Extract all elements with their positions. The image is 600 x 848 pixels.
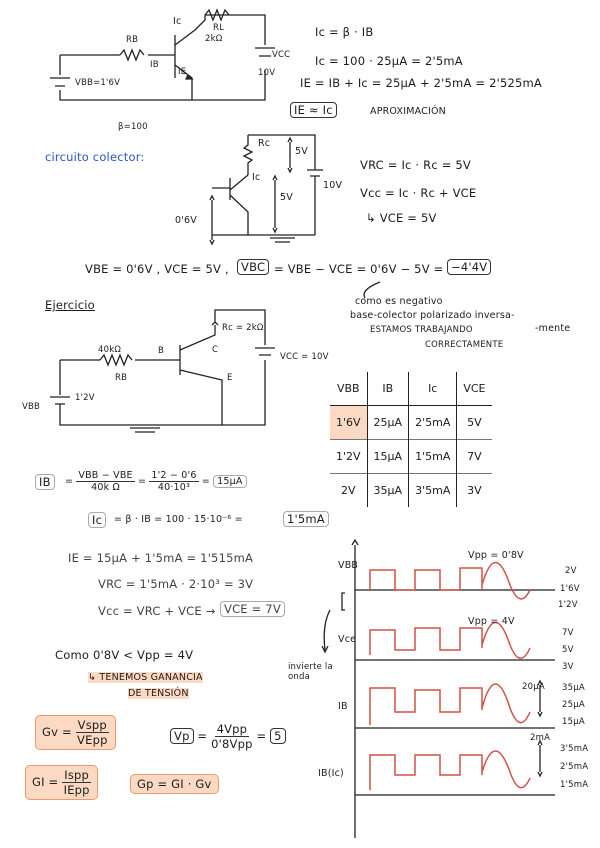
vp-formula: Vp = $\frac{\text{4Vpp}}{\text{0'8Vpp}}$ = 5	[170, 722, 286, 751]
cell: 2'5mA	[409, 406, 457, 440]
table-row	[330, 440, 492, 474]
eq2-line2: Vcc = Ic · Rc + VCE	[360, 186, 477, 200]
ic-result: 1'5mA	[283, 511, 329, 527]
vcc-label: VCC	[272, 50, 291, 60]
gi-label: GI =	[32, 775, 59, 789]
table-row	[330, 406, 492, 440]
approx-label: APROXIMACIÓN	[370, 106, 446, 117]
note-line2: base-colector polarizado inversa-	[350, 310, 515, 321]
vp-num: 4Vpp	[216, 722, 248, 736]
vin-label: 0'6V	[175, 215, 197, 226]
vp-result: 5	[270, 728, 286, 744]
rl-label: RL	[213, 23, 225, 33]
note-line4: ESTAMOS TRABAJANDO	[370, 325, 473, 335]
graph-vpp1: Vpp = 0'8V	[468, 550, 524, 561]
resistor-rb	[120, 50, 144, 60]
ib-tick-2: 15μA	[562, 717, 585, 727]
ib-den2: 40·10³	[157, 482, 191, 493]
conclusion-line1: Como 0'8V < Vpp = 4V	[55, 648, 194, 662]
gv-num: Vspp	[77, 718, 107, 732]
th-vbb: VBB	[330, 372, 367, 406]
vcc-colector-label: 10V	[323, 180, 343, 191]
vbb-value-2: 1'2V	[75, 393, 95, 403]
cell: 3V	[457, 474, 492, 508]
eq2-line3: ↳ VCE = 5V	[366, 211, 437, 225]
vbb-tick-0: 2V	[565, 566, 577, 576]
vbb-label-2: VBB	[22, 402, 41, 412]
vcc-value-2: VCC = 10V	[280, 352, 329, 362]
ib-label: IB	[150, 60, 159, 70]
cell: 2V	[330, 474, 367, 508]
th-ic: Ic	[409, 372, 457, 406]
beta-label: β=100	[118, 122, 148, 132]
cell: 15μA	[367, 440, 409, 474]
ie-line: IE = 15μA + 1'5mA = 1'515mA	[68, 551, 254, 565]
ic-tick-1: 2'5mA	[560, 762, 589, 772]
cell: 25μA	[367, 406, 409, 440]
resistor-rb2	[100, 355, 132, 365]
gv-den: VEpp	[77, 733, 108, 747]
ib-formula: = $\frac{\text{VBB − VBE}}{\text{40k Ω}}$ = $\frac{1'2 - 0'6}{\text{40·10³}}$ = 15μA	[65, 470, 247, 493]
graph-vce-label: Vce	[338, 634, 357, 645]
b-label: B	[158, 346, 165, 356]
ib-num: VBB − VBE	[78, 470, 133, 481]
cell: 1'6V	[330, 406, 367, 440]
ib-result: 15μA	[213, 475, 246, 488]
results-table	[330, 372, 492, 507]
ic-tick-2: 1'5mA	[560, 780, 589, 790]
cell: 5V	[457, 406, 492, 440]
c-label: C	[212, 345, 219, 355]
ejercicio-title: Ejercicio	[45, 298, 95, 312]
gi-den: IEpp	[63, 783, 90, 797]
vce-tick-0: 7V	[562, 628, 574, 638]
cell: 7V	[457, 440, 492, 474]
conclusion-line2: ↳ TENEMOS GANANCIA	[88, 672, 203, 683]
gp-formula: Gp = GI · Gv	[130, 774, 219, 794]
vbc-mid: = VBE − VCE = 0'6V − 5V =	[274, 262, 444, 276]
ic-label: Ic	[173, 16, 182, 27]
gi-num: Ispp	[64, 768, 90, 782]
note-line1: como es negativo	[355, 296, 443, 307]
ic-mid: = β · IB = 100 · 15·10⁻⁶ =	[114, 514, 243, 525]
th-ib: IB	[367, 372, 409, 406]
vbb-tick-2: 1'2V	[558, 600, 578, 610]
graph-ic-label: IB(Ic)	[318, 768, 344, 779]
vp-den: 0'8Vpp	[211, 737, 253, 751]
note-line5: CORRECTAMENTE	[425, 340, 504, 350]
rc-label: Rc	[258, 138, 271, 149]
conclusion-line3: DE TENSIÓN	[128, 688, 189, 699]
graph-ib-label: IB	[338, 701, 348, 712]
cell: 35μA	[367, 474, 409, 508]
vcc-line: Vcc = VRC + VCE →	[98, 604, 216, 618]
rb-value-2: 40kΩ	[98, 345, 122, 355]
ic-tick-0: 3'5mA	[560, 744, 589, 754]
rb-label-2: RB	[115, 373, 128, 383]
note-line3: -mente	[535, 323, 571, 334]
vce-tick-1: 5V	[562, 645, 574, 655]
eq1-line1: Ic = β · IB	[315, 25, 374, 39]
vbb-label: VBB=1'6V	[75, 78, 121, 88]
invert-note: invierte la onda	[288, 662, 333, 682]
approx-box: IE ≈ Ic	[290, 102, 337, 118]
e-label: E	[227, 373, 233, 383]
gv-formula	[35, 715, 116, 750]
vbc-pre: VBE = 0'6V , VCE = 5V ,	[85, 262, 229, 276]
ib-amp: 20μA	[522, 682, 545, 692]
vce-tick-2: 3V	[562, 662, 574, 672]
ib-tick-0: 35μA	[562, 683, 585, 693]
vrc-line: VRC = 1'5mA · 2·10³ = 3V	[98, 577, 254, 591]
vcc-result: VCE = 7V	[220, 601, 285, 617]
ib-tick-1: 25μA	[562, 700, 585, 710]
ic-colector-label: Ic	[252, 172, 261, 183]
eq1-line3: IE = IB + Ic = 25μA + 2'5mA = 2'525mA	[300, 76, 542, 90]
ib-den: 40k Ω	[91, 482, 120, 493]
ie-label: IE	[178, 67, 187, 77]
ic-amp: 2mA	[530, 733, 551, 743]
ib-box: IB	[35, 474, 55, 490]
table-row	[330, 474, 492, 508]
cell: 3'5mA	[409, 474, 457, 508]
gi-formula	[25, 765, 98, 800]
eq1-line2: Ic = 100 · 25μA = 2'5mA	[315, 54, 463, 68]
vp-label: Vp	[170, 728, 194, 744]
vbb-tick-1: 1'6V	[560, 584, 580, 594]
eq2-line1: VRC = Ic · Rc = 5V	[360, 158, 471, 172]
vbc-box: VBC	[237, 259, 269, 275]
gv-label: Gv =	[42, 725, 72, 739]
vcc-value: 10V	[258, 68, 276, 78]
vbc-result: −4'4V	[447, 259, 491, 275]
graphs	[322, 540, 555, 838]
rl-value: 2kΩ	[205, 34, 223, 44]
cell: 1'5mA	[409, 440, 457, 474]
rc-value-2: Rc = 2kΩ	[222, 323, 264, 333]
ic-box: Ic	[88, 512, 106, 528]
graph-vbb-label: VBB	[338, 560, 359, 571]
cell: 1'2V	[330, 440, 367, 474]
v-top-label: 5V	[295, 146, 308, 157]
rb-label: RB	[126, 35, 139, 45]
v-bot-label: 5V	[280, 192, 293, 203]
graph-vpp2: Vpp = 4V	[468, 616, 515, 627]
ib-num2: 1'2 − 0'6	[151, 470, 197, 481]
th-vce: VCE	[457, 372, 492, 406]
colector-title: circuito colector:	[45, 150, 145, 164]
